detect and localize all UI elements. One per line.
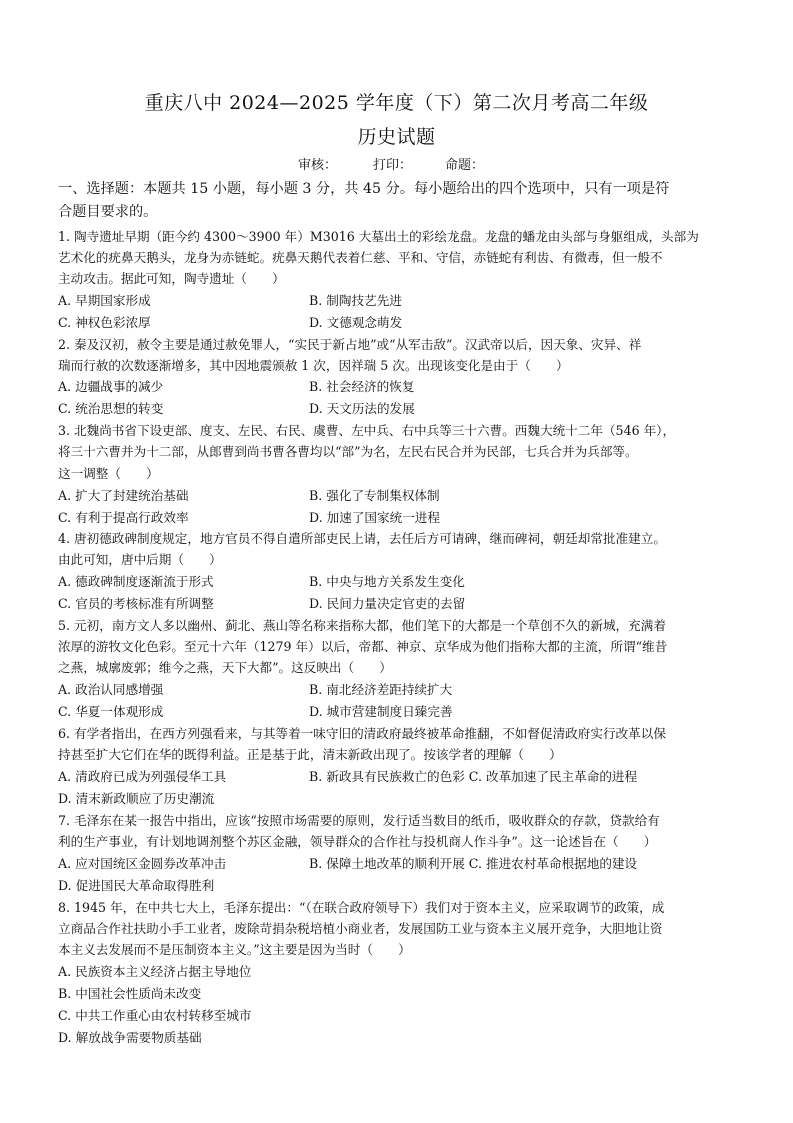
author-label: 命题： — [445, 158, 485, 173]
question-2-option-a: A. 边疆战事的减少 — [58, 379, 164, 394]
question-5-option-d: D. 城市营建制度日臻完善 — [309, 704, 453, 719]
question-4-option-d: D. 民间力量决定官吏的去留 — [309, 596, 466, 611]
question-5-stem: 5. 元初，南方文人多以幽州、蓟北、燕山等名称来指称大都，他们笔下的大都是一个草创不久的新城，充满着 — [58, 618, 666, 633]
question-6-option-a: A. 清政府已成为列强侵华工具 — [58, 769, 227, 784]
question-7-option-bc: B. 保障土地改革的顺利开展 C. 推进农村革命根据地的建设 — [309, 856, 638, 871]
question-6-stem: 持甚至扩大它们在华的既得利益。正是基于此，清末新政出现了。按该学者的理解（ ） — [58, 747, 562, 762]
question-5-stem: 浓厚的游牧文化色彩。至元十六年（1279 年）以后，帝都、神京、京华成为他们指称大都的主流，所谓“维昔 — [58, 639, 668, 654]
question-8-option-a: A. 民族资本主义经济占据主导地位 — [58, 964, 252, 979]
question-5-stem: 之燕，城廓废郭；维今之燕，天下大都”。这反映出（ ） — [58, 660, 392, 675]
question-8-stem: 8. 1945 年，在中共七大上，毛泽东提出：“（在联合政府领导下）我们对于资本主义，应采取调节的政策，成 — [58, 900, 665, 915]
question-5-option-c: C. 华夏一体观形成 — [58, 704, 164, 719]
review-label: 审核： — [298, 158, 338, 173]
question-3-stem: 这一调整（ ） — [58, 466, 159, 481]
question-2-option-c: C. 统治思想的转变 — [58, 401, 164, 416]
question-1-option-c: C. 神权色彩浓厚 — [58, 315, 151, 330]
question-4-stem: 4. 唐初德政碑制度规定，地方官员不得自遣所部吏民上请，去任后方可请碑，继而碑祠，朝廷却常批准建立。 — [58, 531, 666, 546]
question-3-option-a: A. 扩大了封建统治基础 — [58, 488, 189, 503]
question-8-option-d: D. 解放战争需要物质基础 — [58, 1030, 202, 1045]
question-8-stem: 立商品合作社扶助小手工业者，废除苛捐杂税培植小商业者，发展国防工业与资本主义展开竞争，大胆地让资 — [58, 921, 663, 936]
question-4-stem: 由此可知，唐中后期（ ） — [58, 552, 222, 567]
question-8-option-c: C. 中共工作重心由农村转移至城市 — [58, 1008, 252, 1023]
print-label: 打印： — [373, 158, 413, 173]
staff-line — [298, 154, 484, 173]
section-heading-cont: 合题目要求的。 — [58, 204, 158, 220]
question-3-option-b: B. 强化了专制集权体制 — [309, 488, 440, 503]
question-1-option-b: B. 制陶技艺先进 — [309, 293, 402, 308]
question-4-option-c: C. 官员的考核标准有所调整 — [58, 596, 214, 611]
question-1-stem: 1. 陶寺遗址早期（距今约 4300～3900 年）M3016 大墓出土的彩绘龙盘。龙盘的蟠龙由头部与身躯组成，头部为 — [58, 229, 699, 244]
exam-subtitle: 历史试题 — [357, 126, 436, 148]
question-5-option-b: B. 南北经济差距持续扩大 — [309, 682, 453, 697]
question-8-option-b: B. 中国社会性质尚未改变 — [58, 986, 202, 1001]
question-6-option-d: D. 清末新政顺应了历史潮流 — [58, 791, 215, 806]
question-4-option-b: B. 中央与地方关系发生变化 — [309, 574, 465, 589]
question-3-stem: 3. 北魏尚书省下设吏部、度支、左民、右民、虞曹、左中兵、右中兵等三十六曹。西魏大统十二年（546 年）， — [58, 423, 676, 438]
question-3-stem: 将三十六曹并为十二部，从郎曹到尚书曹各曹均以“部”为名，左民右民合并为民部，七兵合并为兵部等。 — [58, 444, 638, 459]
question-1-option-d: D. 文德观念萌发 — [309, 315, 403, 330]
exam-title: 重庆八中 2024—2025 学年度（下）第二次月考高二年级 — [144, 92, 649, 114]
question-7-stem: 7. 毛泽东在某一报告中指出，应该“按照市场需要的原则，发行适当数目的纸币，吸收群众的存款，贷款给有 — [58, 813, 660, 828]
question-2-option-d: D. 天文历法的发展 — [309, 401, 415, 416]
question-4-option-a: A. 德政碑制度逐渐流于形式 — [58, 574, 214, 589]
question-3-option-c: C. 有利于提高行政效率 — [58, 510, 189, 525]
question-6-option-bc: B. 新政具有民族救亡的色彩 C. 改革加速了民主革命的进程 — [309, 769, 638, 784]
question-2-stem: 2. 秦及汉初，赦令主要是通过赦免罪人，“实民于新占地”或“从军击敌”。汉武帝以后，因天象、灾异、祥 — [58, 337, 642, 352]
question-7-option-a: A. 应对国统区金圆券改革冲击 — [58, 856, 227, 871]
section-heading: 一、选择题：本题共 15 小题，每小题 3 分，共 45 分。每小题给出的四个选项中，只有一项是符 — [58, 181, 670, 197]
question-7-option-d: D. 促进国民大革命取得胜利 — [58, 878, 215, 893]
question-1-stem: 艺术化的疣鼻天鹅头，龙身为赤链蛇。疣鼻天鹅代表着仁慈、平和、守信，赤链蛇有利齿、有微毒，但一般不 — [58, 250, 663, 265]
question-2-option-b: B. 社会经济的恢复 — [309, 379, 415, 394]
question-1-option-a: A. 早期国家形成 — [58, 293, 151, 308]
question-6-stem: 6. 有学者指出，在西方列强看来，与其等着一味守旧的清政府最终被革命推翻，不如督促清政府实行改革以保 — [58, 726, 666, 741]
question-2-stem: 瑞而行赦的次数逐渐增多，其中因地震颁赦 1 次，因祥瑞 5 次。出现该变化是由于（ ） — [58, 358, 569, 373]
question-5-option-a: A. 政治认同感增强 — [58, 682, 164, 697]
question-1-stem: 主动攻击。据此可知，陶寺遗址（ ） — [58, 271, 285, 286]
question-8-stem: 本主义去发展而不是压制资本主义。”这主要是因为当时（ ） — [58, 942, 411, 957]
question-7-stem: 利的生产事业，有计划地调剂整个苏区金融，领导群众的合作社与投机商人作斗争”。这一论述旨在（ ） — [58, 834, 657, 849]
question-3-option-d: D. 加速了国家统一进程 — [309, 510, 440, 525]
